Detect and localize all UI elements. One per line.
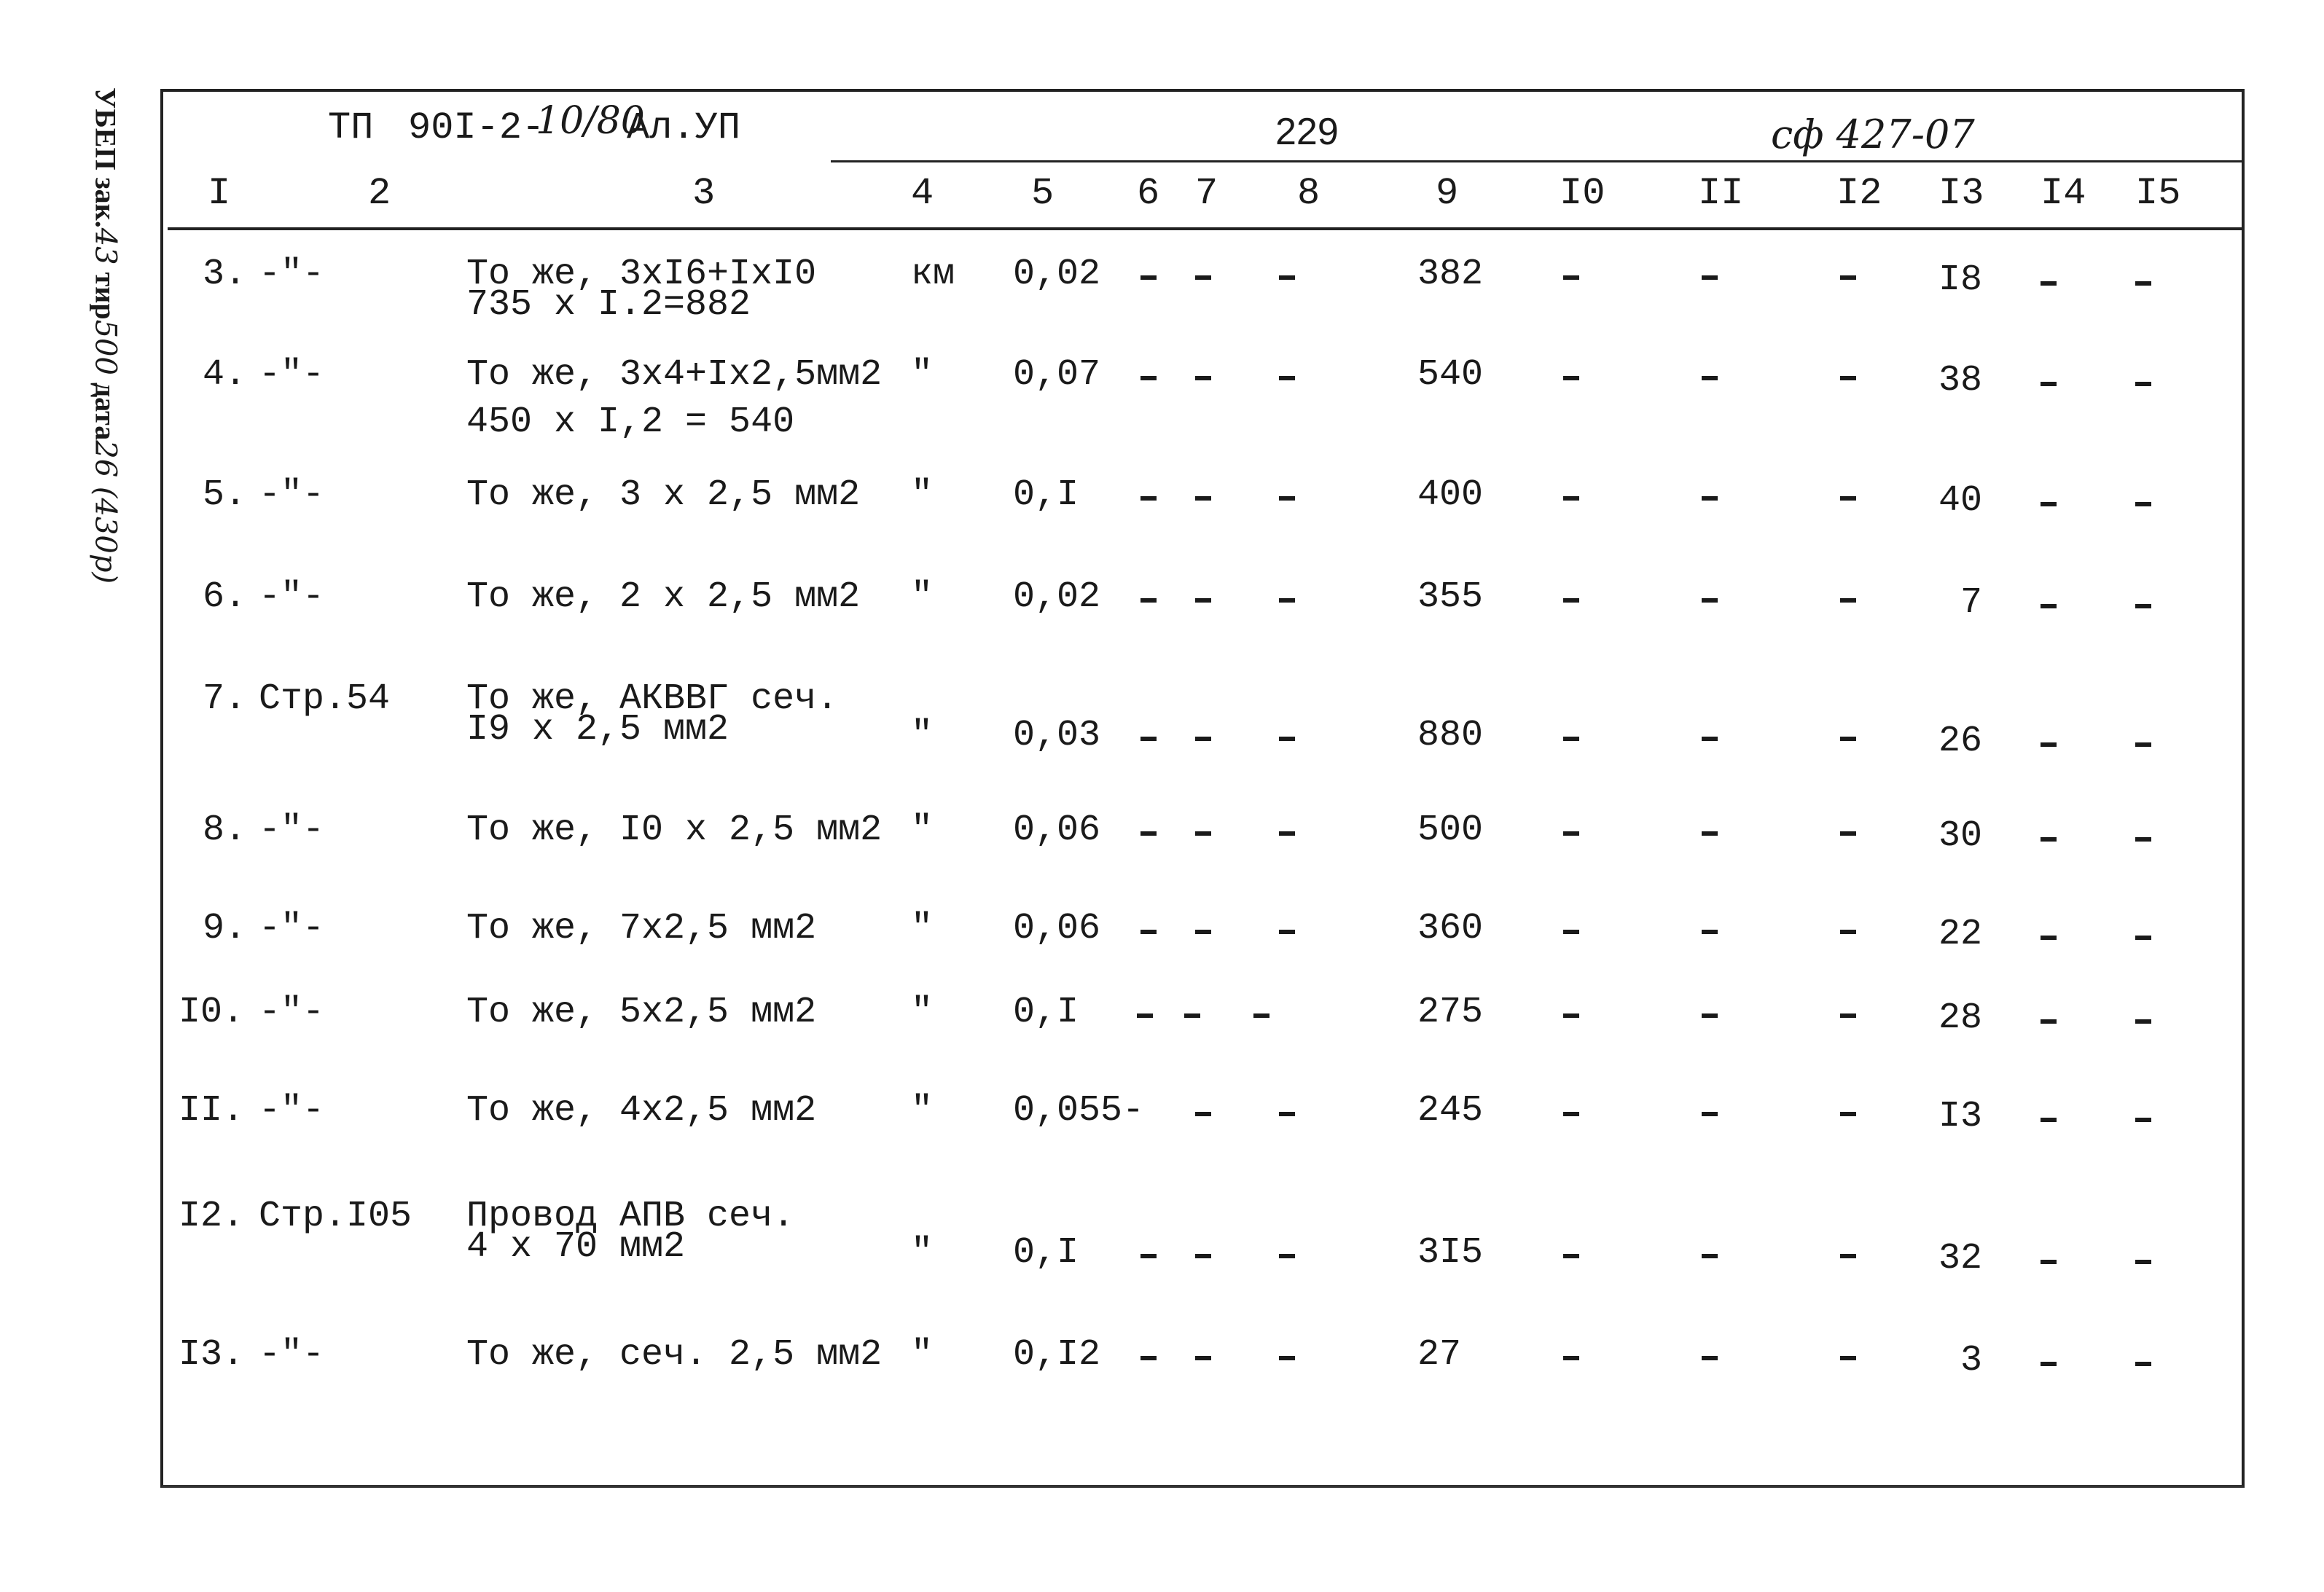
row-col9-value: 275 [1417,992,1484,1033]
col6-dash [1141,1356,1157,1360]
col7-dash [1195,376,1211,380]
col7-dash [1195,1112,1211,1116]
row-unit: " [911,354,934,396]
col15-dash [2135,382,2151,386]
row-number: 9. [203,908,247,949]
row-description-line-1: То же, 5х2,5 мм2 [466,992,817,1033]
col8-dash [1279,598,1295,603]
col8-dash [1279,930,1295,934]
col10-dash [1563,496,1579,501]
col12-dash [1840,275,1856,280]
page-number: 229 [1275,111,1339,153]
col8-dash [1279,1254,1295,1258]
col14-dash [2041,837,2057,842]
header-rule-bottom [168,227,2245,230]
doc-prefix: ТП [328,106,374,149]
row-col13-value: I8 [1938,259,1983,301]
row-reference: Стр.54 [259,678,391,720]
col12-dash [1840,737,1856,741]
col15-dash [2135,604,2151,608]
row-description-line-1: То же, 4х2,5 мм2 [466,1090,817,1132]
row-quantity: 0,02 [1013,576,1101,618]
col10-dash [1563,1013,1579,1018]
row-description-line-1: То же, 3 х 2,5 мм2 [466,474,861,516]
column-header-10: I0 [1560,172,1605,215]
col6-dash [1141,930,1157,934]
row-col13-value: 22 [1938,914,1983,955]
row-description-line-2: 4 х 70 мм2 [466,1226,686,1268]
row-description-line-1: То же, АКВВГ сеч. [466,678,839,720]
row-quantity: 0,I [1013,474,1079,516]
row-description-line-1: То же, 3х4+Iх2,5мм2 [466,354,883,396]
row-reference: Стр.I05 [259,1196,412,1237]
row-col9-value: 3I5 [1417,1232,1484,1274]
col7-dash [1195,1254,1211,1258]
col14-dash [2041,281,2057,286]
row-number: I0. [179,992,245,1033]
row-col9-value: 360 [1417,908,1484,949]
row-col13-value: 30 [1938,815,1983,857]
col10-dash [1563,598,1579,603]
row-reference: -"- [259,1090,325,1132]
col10-dash [1563,1356,1579,1360]
col7-dash [1184,1013,1200,1018]
col10-dash [1563,275,1579,280]
row-unit: " [911,715,934,756]
doc-code: 90I-2- [408,106,545,149]
row-number: 3. [203,254,247,295]
col6-dash [1141,1254,1157,1258]
col14-dash [2041,502,2057,506]
row-unit: " [911,992,934,1033]
row-col9-value: 245 [1417,1090,1484,1132]
col14-dash [2041,382,2057,386]
col10-dash [1563,1254,1579,1258]
col8-dash [1279,831,1295,836]
col8-dash [1253,1013,1269,1018]
col11-dash [1702,930,1718,934]
col12-dash [1840,1013,1856,1018]
side-stamp-hand-run: 500 [88,319,122,375]
column-header-2: 2 [368,172,391,215]
col8-dash [1279,1112,1295,1116]
row-col9-value: 880 [1417,715,1484,756]
side-stamp-hand-date: 26 (430p) [88,440,122,584]
col6-dash [1141,598,1157,603]
row-col13-value: I3 [1938,1096,1983,1137]
col14-dash [2041,1260,2057,1264]
side-stamp-printed-3: дата [89,375,122,441]
side-stamp-printed-2: тир [89,264,122,320]
row-col13-value: 3 [1960,1340,1983,1381]
row-description-line-2: 450 х I,2 = 540 [466,401,795,443]
col10-dash [1563,376,1579,380]
col15-dash [2135,1019,2151,1024]
col12-dash [1840,598,1856,603]
col11-dash [1702,598,1718,603]
col14-dash [2041,936,2057,940]
row-number: I3. [179,1334,245,1376]
column-header-12: I2 [1836,172,1882,215]
row-number: 8. [203,809,247,851]
col10-dash [1563,1112,1579,1116]
row-description-line-1: То же, 2 х 2,5 мм2 [466,576,861,618]
col11-dash [1702,831,1718,836]
column-header-7: 7 [1195,172,1218,215]
doc-suffix: Ал.УП [627,106,741,149]
col11-dash [1702,1356,1718,1360]
col11-dash [1702,496,1718,501]
row-reference: -"- [259,908,325,949]
column-header-8: 8 [1297,172,1321,215]
row-reference: -"- [259,354,325,396]
col12-dash [1840,1112,1856,1116]
col15-dash [2135,837,2151,842]
side-stamp [73,87,138,597]
row-quantity: 0,06 [1013,809,1101,851]
row-col13-value: 28 [1938,997,1983,1039]
col8-dash [1279,496,1295,501]
col7-dash [1195,598,1211,603]
row-unit: " [911,1090,934,1132]
col8-dash [1279,1356,1295,1360]
col12-dash [1840,831,1856,836]
col15-dash [2135,281,2151,286]
column-header-9: 9 [1436,172,1459,215]
col10-dash [1563,831,1579,836]
row-number: 5. [203,474,247,516]
row-unit: " [911,1334,934,1376]
side-stamp-hand-order: 43 [88,227,122,265]
row-unit: " [911,908,934,949]
row-unit: " [911,1232,934,1274]
col15-dash [2135,1260,2151,1264]
col7-dash [1195,496,1211,501]
row-col9-value: 355 [1417,576,1484,618]
row-description-line-1: То же, 3хI6+IхI0 [466,254,817,295]
row-description-line-2: 735 х I.2=882 [466,284,751,326]
row-unit: " [911,474,934,516]
col8-dash [1279,275,1295,280]
row-reference: -"- [259,254,325,295]
row-quantity: 0,I [1013,992,1079,1033]
row-quantity: 0,02 [1013,254,1101,295]
row-reference: -"- [259,809,325,851]
col6-dash [1141,737,1157,741]
col12-dash [1840,376,1856,380]
col12-dash [1840,496,1856,501]
row-reference: -"- [259,576,325,618]
row-unit: км [911,254,955,295]
row-unit: " [911,809,934,851]
col14-dash [2041,1362,2057,1366]
col6-dash [1137,1013,1153,1018]
column-header-4: 4 [911,172,934,215]
col14-dash [2041,1118,2057,1122]
col6-dash [1141,275,1157,280]
col11-dash [1702,275,1718,280]
side-stamp-printed: УБЕП зак. [89,87,122,228]
row-number: 4. [203,354,247,396]
col10-dash [1563,737,1579,741]
row-number: 7. [203,678,247,720]
column-header-14: I4 [2041,172,2086,215]
row-description-line-2: I9 х 2,5 мм2 [466,709,729,750]
col15-dash [2135,742,2151,747]
column-header-11: II [1698,172,1744,215]
column-header-5: 5 [1031,172,1055,215]
row-col9-value: 382 [1417,254,1484,295]
column-header-13: I3 [1938,172,1984,215]
row-number: I2. [179,1196,245,1237]
col11-dash [1702,376,1718,380]
col6-dash [1141,831,1157,836]
col15-dash [2135,1362,2151,1366]
header-rule-top [831,160,2245,162]
row-reference: -"- [259,1334,325,1376]
column-header-6: 6 [1137,172,1160,215]
row-col9-value: 540 [1417,354,1484,396]
col11-dash [1702,737,1718,741]
col11-dash [1702,1013,1718,1018]
row-description-line-1: То же, 7х2,5 мм2 [466,908,817,949]
col8-dash [1279,376,1295,380]
row-number: 6. [203,576,247,618]
row-description-line-1: То же, I0 х 2,5 мм2 [466,809,883,851]
row-quantity: 0,06 [1013,908,1101,949]
col7-dash [1195,1356,1211,1360]
col10-dash [1563,930,1579,934]
row-reference: -"- [259,474,325,516]
col14-dash [2041,1019,2057,1024]
sheet-reference: сф 427-07 [1771,111,1975,157]
row-reference: -"- [259,992,325,1033]
row-quantity: 0,055- [1013,1090,1145,1132]
row-col13-value: 32 [1938,1238,1983,1279]
col7-dash [1195,831,1211,836]
col7-dash [1195,930,1211,934]
row-quantity: 0,07 [1013,354,1101,396]
row-col9-value: 27 [1417,1334,1462,1376]
col8-dash [1279,737,1295,741]
row-unit: " [911,576,934,618]
col14-dash [2041,742,2057,747]
row-col13-value: 38 [1938,360,1983,401]
row-quantity: 0,I [1013,1232,1079,1274]
row-quantity: 0,I2 [1013,1334,1101,1376]
row-number: II. [179,1090,245,1132]
col6-dash [1141,496,1157,501]
row-col13-value: 40 [1938,480,1983,522]
col14-dash [2041,604,2057,608]
row-col13-value: 26 [1938,721,1983,762]
col15-dash [2135,1118,2151,1122]
col12-dash [1840,930,1856,934]
row-col9-value: 500 [1417,809,1484,851]
col12-dash [1840,1356,1856,1360]
row-quantity: 0,03 [1013,715,1101,756]
column-header-3: 3 [692,172,716,215]
column-header-1: I [208,172,231,215]
row-col13-value: 7 [1960,582,1983,624]
col12-dash [1840,1254,1856,1258]
row-description-line-1: То же, сеч. 2,5 мм2 [466,1334,883,1376]
col11-dash [1702,1112,1718,1116]
row-col9-value: 400 [1417,474,1484,516]
col15-dash [2135,502,2151,506]
col11-dash [1702,1254,1718,1258]
col7-dash [1195,275,1211,280]
col15-dash [2135,936,2151,940]
col6-dash [1141,376,1157,380]
side-stamp-text [89,87,123,584]
col7-dash [1195,737,1211,741]
column-header-15: I5 [2135,172,2181,215]
row-description-line-1: Провод АПВ сеч. [466,1196,795,1237]
doc-code-handwritten: 10/80 [536,99,645,143]
